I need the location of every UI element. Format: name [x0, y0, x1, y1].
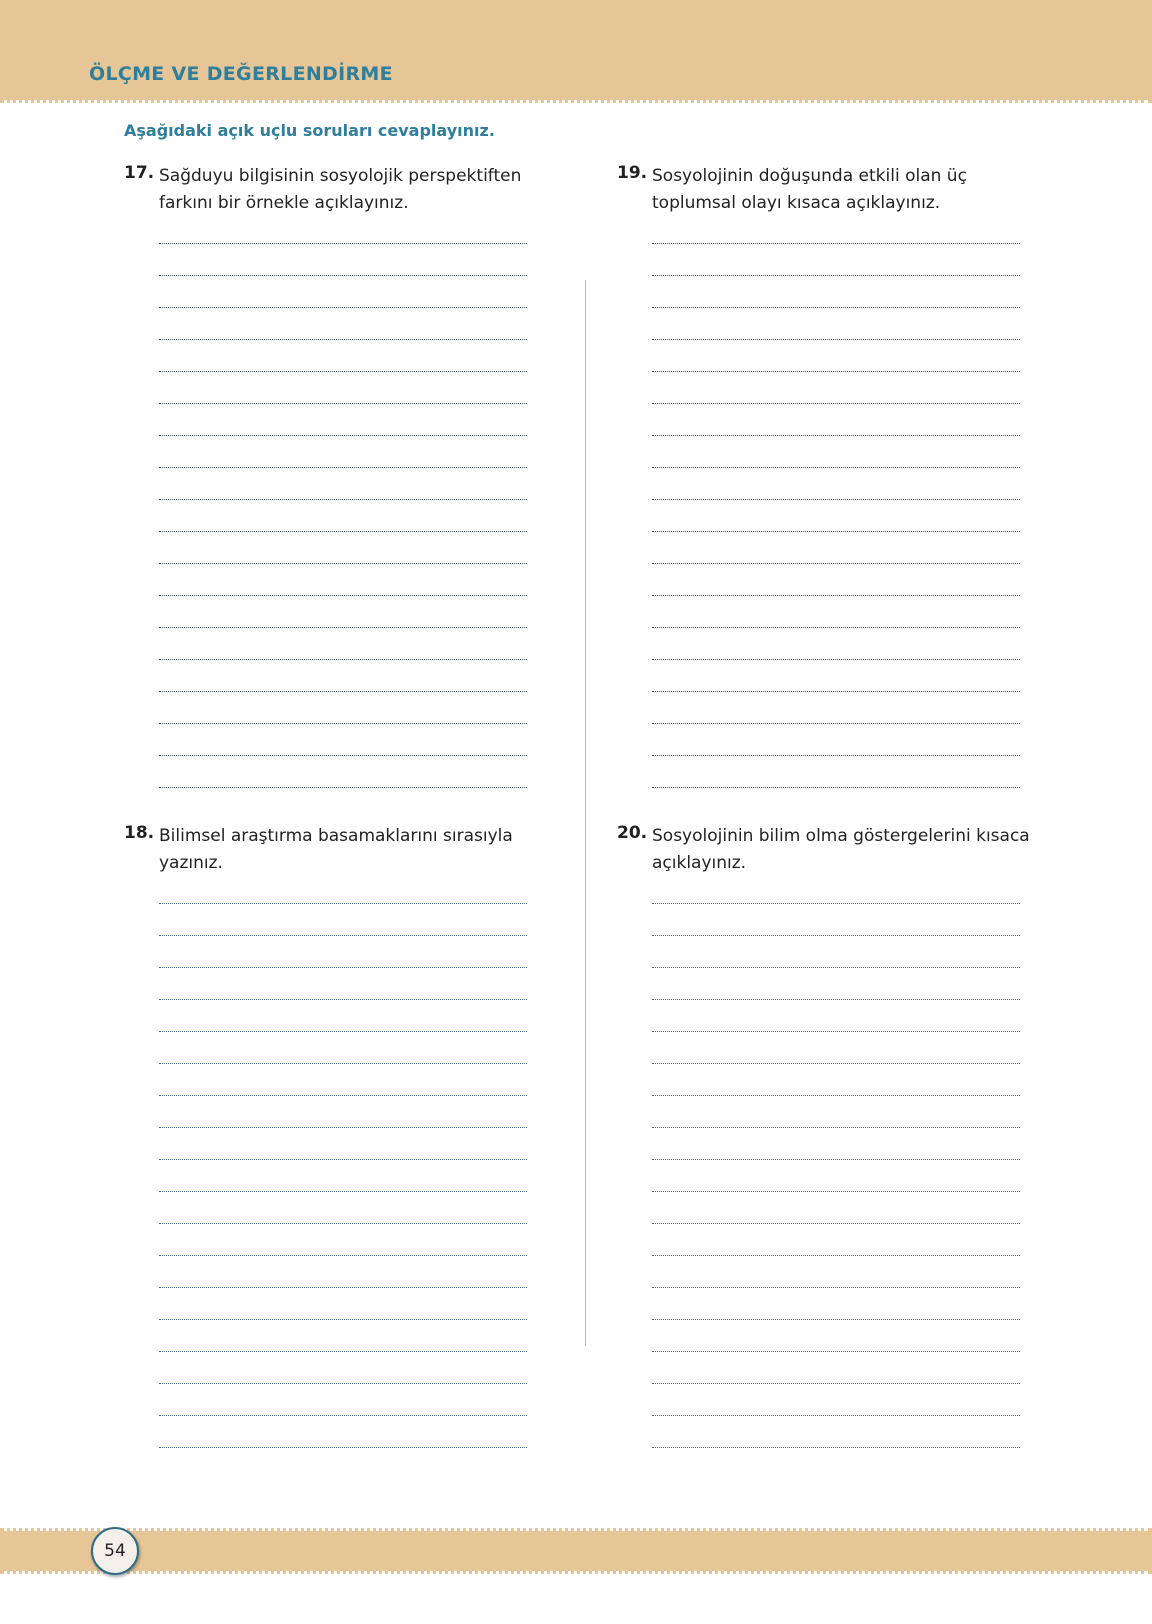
- answer-line[interactable]: [652, 532, 1020, 564]
- answer-line[interactable]: [159, 724, 527, 756]
- answer-line[interactable]: [159, 404, 527, 436]
- answer-line[interactable]: [159, 1160, 527, 1192]
- question-number: 17.: [124, 163, 155, 183]
- answer-line[interactable]: [159, 756, 527, 788]
- answer-line[interactable]: [159, 372, 527, 404]
- answer-line[interactable]: [652, 872, 1020, 904]
- answer-line[interactable]: [159, 1384, 527, 1416]
- answer-line[interactable]: [652, 244, 1020, 276]
- answer-line[interactable]: [159, 1128, 527, 1160]
- answer-line[interactable]: [652, 1192, 1020, 1224]
- answer-line[interactable]: [652, 904, 1020, 936]
- answer-line[interactable]: [159, 340, 527, 372]
- answer-line[interactable]: [652, 596, 1020, 628]
- question-number: 19.: [617, 163, 648, 183]
- answer-line[interactable]: [159, 936, 527, 968]
- answer-line[interactable]: [159, 468, 527, 500]
- answer-lines[interactable]: [159, 872, 527, 1448]
- answer-line[interactable]: [159, 968, 527, 1000]
- answer-line[interactable]: [652, 936, 1020, 968]
- answer-line[interactable]: [652, 340, 1020, 372]
- answer-lines[interactable]: [652, 872, 1020, 1448]
- answer-line[interactable]: [159, 1416, 527, 1448]
- header-band: [0, 0, 1152, 100]
- answer-line[interactable]: [652, 1288, 1020, 1320]
- question-text: Bilimsel araştırma basamaklarını sırasıyla yazınız.: [159, 826, 513, 873]
- answer-line[interactable]: [652, 276, 1020, 308]
- page-number-badge: 54: [91, 1527, 139, 1575]
- answer-line[interactable]: [159, 1064, 527, 1096]
- answer-line[interactable]: [652, 1064, 1020, 1096]
- answer-line[interactable]: [652, 468, 1020, 500]
- answer-line[interactable]: [652, 1352, 1020, 1384]
- answer-line[interactable]: [652, 692, 1020, 724]
- answer-line[interactable]: [652, 564, 1020, 596]
- column-divider: [585, 280, 586, 1346]
- answer-line[interactable]: [652, 404, 1020, 436]
- answer-line[interactable]: [159, 212, 527, 244]
- section-title: ÖLÇME VE DEĞERLENDİRME: [89, 63, 393, 85]
- answer-line[interactable]: [652, 1384, 1020, 1416]
- answer-line[interactable]: [159, 872, 527, 904]
- question-text: Sosyolojinin doğuşunda etkili olan üç toplumsal olayı kısaca açıklayınız.: [652, 166, 967, 213]
- answer-line[interactable]: [652, 436, 1020, 468]
- answer-line[interactable]: [652, 660, 1020, 692]
- answer-line[interactable]: [159, 1000, 527, 1032]
- answer-line[interactable]: [159, 1032, 527, 1064]
- answer-line[interactable]: [652, 1224, 1020, 1256]
- answer-line[interactable]: [159, 1256, 527, 1288]
- answer-line[interactable]: [159, 532, 527, 564]
- footer-band: [0, 1531, 1152, 1571]
- answer-line[interactable]: [652, 756, 1020, 788]
- answer-lines[interactable]: [159, 212, 527, 788]
- answer-line[interactable]: [652, 1416, 1020, 1448]
- answer-line[interactable]: [652, 1032, 1020, 1064]
- question-number: 18.: [124, 823, 155, 843]
- answer-line[interactable]: [652, 1096, 1020, 1128]
- answer-line[interactable]: [652, 1320, 1020, 1352]
- answer-line[interactable]: [159, 596, 527, 628]
- question-text: Sağduyu bilgisinin sosyolojik perspektiften farkını bir örnekle açıklayınız.: [159, 166, 522, 213]
- question-text: Sosyolojinin bilim olma göstergelerini kısaca açıklayınız.: [652, 826, 1030, 873]
- answer-line[interactable]: [159, 904, 527, 936]
- answer-line[interactable]: [652, 1160, 1020, 1192]
- answer-line[interactable]: [652, 1256, 1020, 1288]
- answer-line[interactable]: [652, 724, 1020, 756]
- answer-line[interactable]: [652, 372, 1020, 404]
- answer-line[interactable]: [159, 1224, 527, 1256]
- answer-line[interactable]: [159, 500, 527, 532]
- answer-lines[interactable]: [652, 212, 1020, 788]
- answer-line[interactable]: [652, 1000, 1020, 1032]
- answer-line[interactable]: [159, 564, 527, 596]
- answer-line[interactable]: [159, 1192, 527, 1224]
- question-number: 20.: [617, 823, 648, 843]
- answer-line[interactable]: [159, 628, 527, 660]
- answer-line[interactable]: [159, 692, 527, 724]
- answer-line[interactable]: [159, 436, 527, 468]
- answer-line[interactable]: [652, 968, 1020, 1000]
- answer-line[interactable]: [159, 308, 527, 340]
- answer-line[interactable]: [652, 500, 1020, 532]
- answer-line[interactable]: [159, 1320, 527, 1352]
- instruction-text: Aşağıdaki açık uçlu soruları cevaplayınız.: [124, 121, 495, 140]
- answer-line[interactable]: [652, 308, 1020, 340]
- answer-line[interactable]: [159, 1096, 527, 1128]
- answer-line[interactable]: [652, 628, 1020, 660]
- answer-line[interactable]: [159, 1288, 527, 1320]
- answer-line[interactable]: [652, 1128, 1020, 1160]
- answer-line[interactable]: [652, 212, 1020, 244]
- answer-line[interactable]: [159, 1352, 527, 1384]
- answer-line[interactable]: [159, 244, 527, 276]
- answer-line[interactable]: [159, 660, 527, 692]
- answer-line[interactable]: [159, 276, 527, 308]
